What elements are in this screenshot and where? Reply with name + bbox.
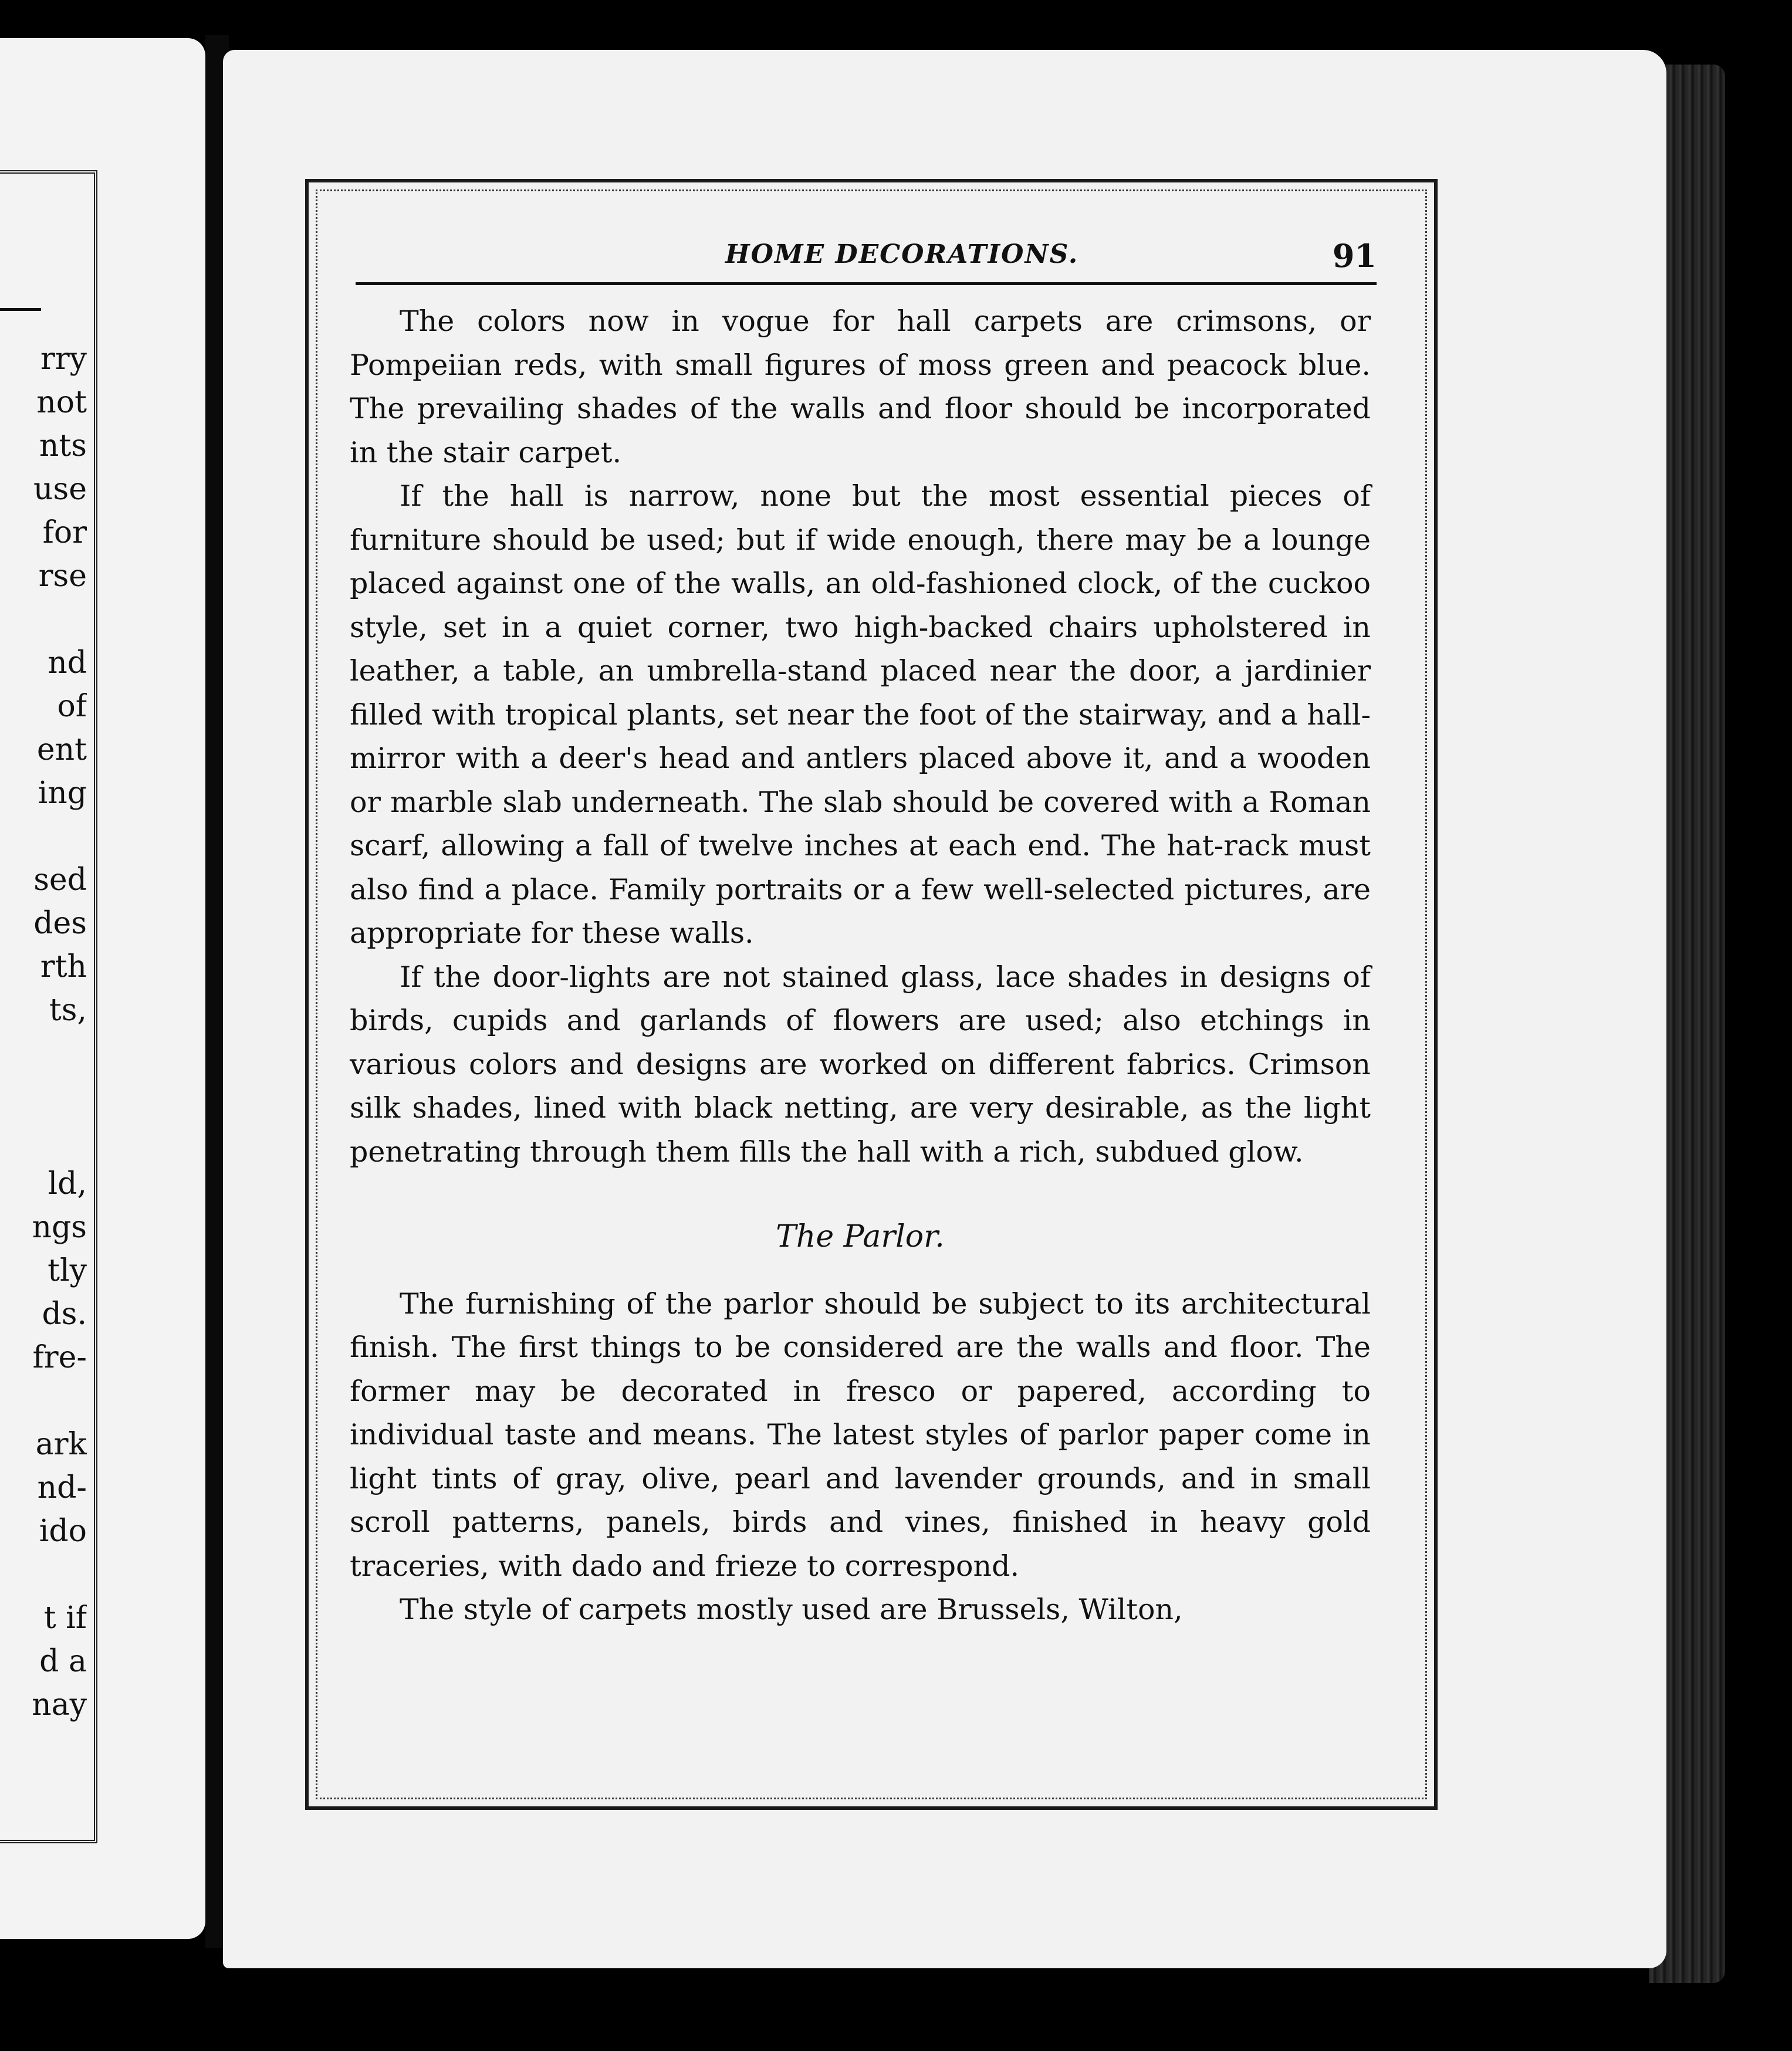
left-line: not xyxy=(36,385,87,420)
page-frame xyxy=(305,179,1438,1810)
left-line: of xyxy=(57,689,87,724)
left-line: des xyxy=(33,906,87,941)
left-line xyxy=(0,1379,87,1423)
left-line: sed xyxy=(33,862,87,898)
left-line: ark xyxy=(35,1427,87,1462)
body-text xyxy=(350,300,1371,1632)
paragraph: The colors now in vogue for hall carpets are crimsons, or Pompeiian reds, with small figures of moss green and peacock blue. The prevailing shades of the walls and floor should be incorporated in the stair carpet. xyxy=(350,304,1371,469)
left-line: ngs xyxy=(32,1210,87,1245)
left-line: d a xyxy=(39,1644,87,1679)
left-line: t if xyxy=(43,1600,87,1636)
left-line xyxy=(0,1032,87,1075)
left-line: rth xyxy=(40,949,87,984)
paragraph: The style of carpets mostly used are Brussels, Wilton, xyxy=(400,1593,1183,1626)
running-head: HOME DECORATIONS. xyxy=(725,239,1079,269)
paragraph: If the hall is narrow, none but the most essential pieces of furniture should be used; but if wide enough, there may be a lounge placed against one of the walls, an old-fashioned clock, of the cuckoo style, set in a quiet corner, two high-backed chairs upholstered in leather, a table, an umbrella-stand placed near the door, a jardinier filled with tropical plants, set near the foot of the stairway, and a hall-mirror with a deer's head and antlers placed above it, and a wooden or marble slab underneath. The slab should be covered with a Roman scarf, allowing a fall of twelve inches at each end. The hat-rack must also find a place. Family portraits or a few well-selected pictures, are appropriate for these walls. xyxy=(350,479,1371,950)
page-number: 91 xyxy=(1332,237,1377,275)
left-line xyxy=(0,815,87,858)
left-line: ing xyxy=(38,776,87,811)
left-line: nd- xyxy=(37,1470,87,1505)
left-line: ido xyxy=(39,1514,87,1549)
left-line: ld, xyxy=(48,1166,87,1202)
left-line: use xyxy=(33,472,87,507)
left-line: fre- xyxy=(32,1340,87,1375)
left-line: nd xyxy=(48,645,87,681)
left-line xyxy=(0,1553,87,1596)
left-page-text xyxy=(0,337,87,1727)
left-page-rule xyxy=(0,308,41,311)
section-title: The Parlor. xyxy=(776,1219,945,1254)
page-header xyxy=(356,232,1377,279)
left-line xyxy=(0,1075,87,1119)
left-page xyxy=(0,38,205,1939)
header-rule xyxy=(356,282,1377,285)
left-line: ent xyxy=(36,732,87,767)
left-line: tly xyxy=(48,1253,87,1288)
left-line: nts xyxy=(39,428,87,463)
left-line: rse xyxy=(38,559,87,594)
left-line: nay xyxy=(32,1687,87,1722)
left-line: rry xyxy=(40,341,87,377)
left-line: for xyxy=(42,515,87,550)
left-line: ds. xyxy=(42,1297,87,1332)
paragraph: If the door-lights are not stained glass, lace shades in designs of birds, cupids and garlands of flowers are used; also etchings in various colors and designs are worked on different fabrics. Crimson silk shades, lined with black netting, are very desirable, as the light penetrating through them fills the hall with a rich, subdued glow. xyxy=(350,960,1371,1169)
left-line: ts, xyxy=(49,993,87,1028)
left-line xyxy=(0,598,87,641)
left-line xyxy=(0,1119,87,1162)
paragraph: The furnishing of the parlor should be subject to its architectural finish. The first things to be considered are the walls and floor. The former may be decorated in fresco or papered, according to individual taste and means. The latest styles of parlor paper come in light tints of gray, olive, pearl and lavender grounds, and in small scroll patterns, panels, birds and vines, finished in heavy gold traceries, with dado and frieze to correspond. xyxy=(350,1287,1371,1583)
